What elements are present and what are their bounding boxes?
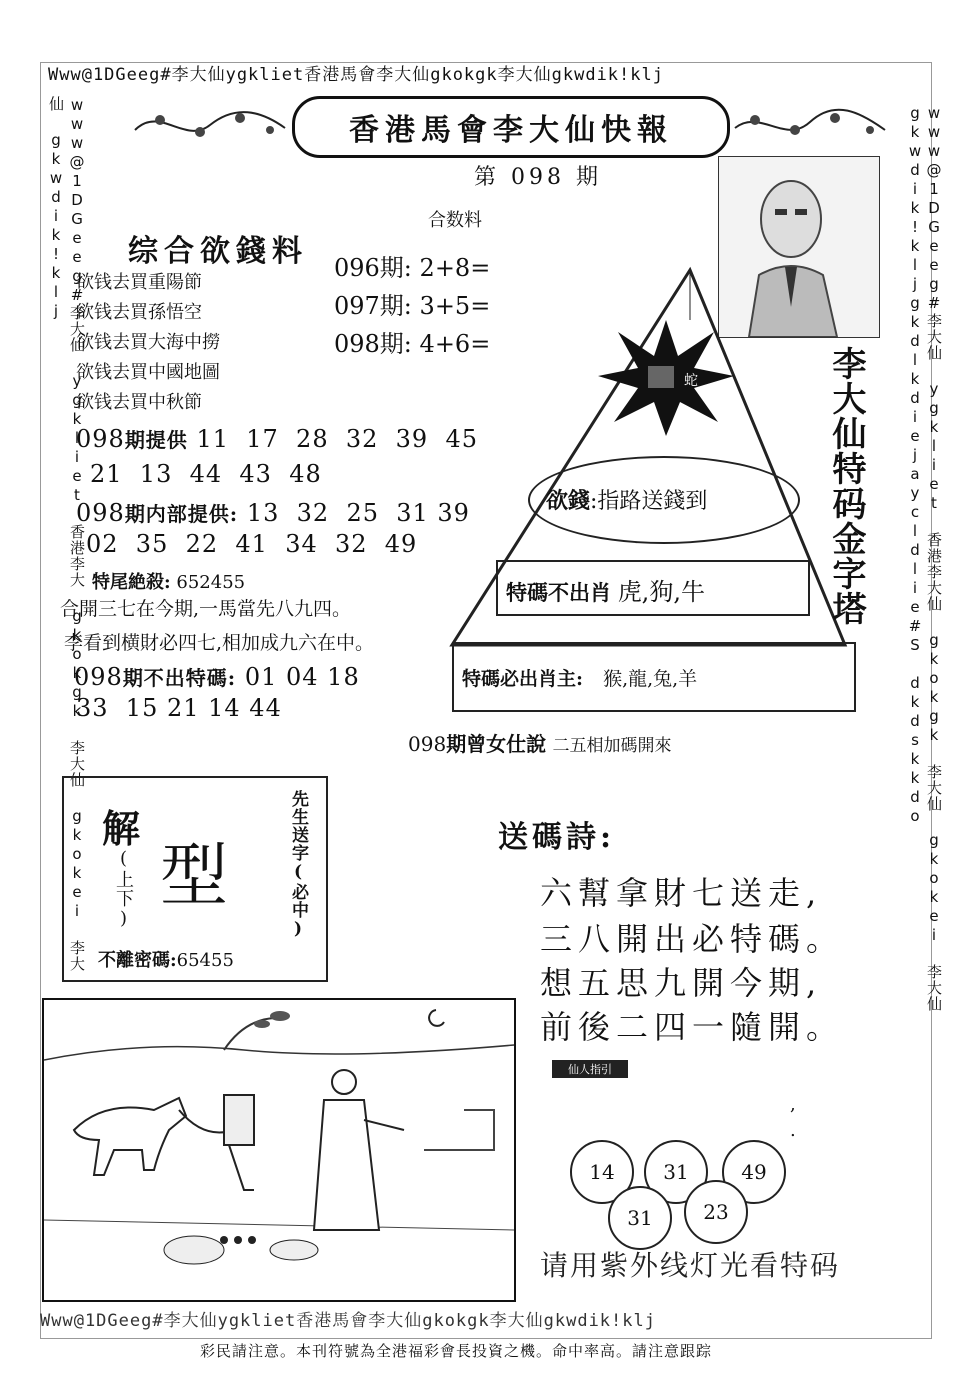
box-must-out-text: 猴,龍,兔,羊: [603, 668, 698, 690]
number-ball: 31: [644, 1140, 708, 1204]
sum-row-label: 096期:: [334, 254, 412, 282]
provide-line-1: [76, 424, 478, 453]
poem-line: 前後二四一隨開。: [540, 1008, 845, 1046]
ellipse-label: 欲錢: [546, 488, 591, 514]
stray-mark: .: [790, 1120, 796, 1141]
box-must-out-label: 特碼必出肖主:: [462, 668, 584, 690]
right-watermark-strip: www@1DGeeg#李大仙 ygkliet 香港李大仙 gkokgk 李大仙 gkokei 李大仙 gkwdik!kljgkdlkdiejaycldlie#S dkdskkdo: [906, 104, 943, 1012]
sum-section-title: 合数料: [428, 210, 482, 231]
number-ball: 49: [722, 1140, 786, 1204]
sum-row-value: 3+5=: [419, 292, 491, 320]
riddle-right: 先生送字(必中): [288, 790, 308, 940]
starburst-icon: [596, 318, 736, 438]
riddle-code: [98, 946, 234, 972]
box-must-out-content: [462, 664, 697, 691]
provide-numbers-1: 11 17 28 32 39 45: [196, 425, 478, 453]
money-item: 欲钱去買大海中撈: [76, 332, 220, 353]
riddle-left: 解: [102, 806, 141, 851]
zeng-text: 二五相加碼開來: [552, 736, 672, 756]
tail-value: 652455: [176, 572, 246, 593]
sum-row-label: 097期:: [334, 292, 412, 320]
zeng-label: 期曾女仕說: [446, 732, 547, 756]
money-item: 欲钱去買中國地圖: [76, 362, 220, 383]
illustration-scene: [42, 998, 516, 1302]
sum-row-label: 098期:: [334, 330, 412, 358]
zeng-issue: 098: [408, 732, 447, 756]
right-vine-ornament: [730, 100, 890, 150]
scholar-figure: [314, 1070, 404, 1230]
internal-issue: 098: [76, 499, 125, 527]
internal-numbers-2: 02 35 22 41 34 32 49: [86, 530, 418, 558]
provide-issue: 098: [76, 425, 125, 453]
money-item: 欲钱去買重陽節: [76, 272, 202, 293]
riddle-left-sub: (上下): [113, 848, 134, 930]
top-watermark-banner: Www@1DGeeg#李大仙ygkliet香港馬會李大仙gkokgk李大仙gkwdik!klj: [48, 65, 664, 85]
box-not-out-label: 特碼不出肖: [506, 580, 611, 605]
internal-label: 期内部提供:: [124, 502, 239, 526]
issue-number: 第 098 期: [474, 165, 602, 190]
burst-label: 蛇: [684, 373, 698, 389]
verse-line: 李看到横財必四七,相加成九六在中。: [64, 632, 375, 654]
sum-row-value: 4+6=: [419, 330, 491, 358]
money-item: 欲钱去買中秋節: [76, 392, 202, 413]
box-not-out-content: [506, 572, 705, 607]
bottom-watermark-banner: Www@1DGeeg#李大仙ygkliet香港馬會李大仙gkokgk李大仙gkwdik!klj: [40, 1311, 656, 1331]
box-not-out-text: 虎,狗,牛: [617, 578, 705, 606]
number-ball: 14: [570, 1140, 634, 1204]
zeng-line: [408, 728, 672, 757]
poem-line: 六幫拿財七送走,: [540, 874, 823, 912]
no-special-line-1: [74, 662, 360, 691]
poem-line: 想五思九開今期,: [540, 964, 823, 1002]
page-title: 香港馬會李大仙快報: [292, 96, 730, 158]
number-ball: 31: [608, 1186, 672, 1250]
sum-row-value: 2+8=: [419, 254, 491, 282]
no-special-numbers-1: 01 04 18: [244, 663, 360, 691]
poem-line: 三八開出必特碼。: [540, 920, 845, 958]
ellipse-content: [546, 484, 707, 515]
pyramid-vertical-title: 李大仙特码金字塔: [826, 346, 866, 626]
riddle-code-value: 65455: [176, 950, 234, 971]
stray-mark: ,: [790, 1094, 796, 1115]
poem-tag: 仙人指引: [552, 1060, 628, 1078]
riddle-character: 型: [160, 837, 229, 916]
footer-note: 彩民請注意。本刊符號為全港福彩會長投資之機。命中率高。請注意跟踪: [200, 1342, 713, 1360]
dog-figure: [74, 1098, 186, 1175]
poem-title: 送碼詩:: [498, 820, 616, 855]
no-special-label: 期不出特碼:: [122, 666, 237, 690]
internal-numbers-1: 13 32 25 31 39: [246, 499, 470, 527]
uv-instruction: 请用紫外线灯光看特码: [540, 1249, 841, 1282]
money-item: 欲钱去買孫悟空: [76, 302, 202, 323]
riddle-code-label: 不離密碼:: [98, 950, 177, 971]
provide-numbers-2: 21 13 44 43 48: [90, 460, 322, 488]
money-section-title: 综合欲錢料: [128, 234, 308, 269]
number-ball: 23: [684, 1180, 748, 1244]
left-vine-ornament: [130, 100, 290, 150]
no-special-issue: 098: [74, 663, 123, 691]
internal-line-1: [76, 498, 470, 527]
verse-line: 合開三七在今期,一馬當先八九四。: [60, 598, 352, 620]
provide-label: 期提供: [124, 428, 188, 452]
ellipse-text: :指路送錢到: [590, 489, 708, 514]
tail-kill: [92, 568, 245, 594]
no-special-numbers-2: 33 15 21 14 44: [76, 694, 282, 722]
left-watermark-strip: www@1DGeeg#李大仙 ygkliet 香港李大 gkokgk 李大仙 gkokei 李大仙 gkwdik!klj: [47, 96, 86, 972]
tail-label: 特尾絶殺:: [92, 572, 171, 593]
